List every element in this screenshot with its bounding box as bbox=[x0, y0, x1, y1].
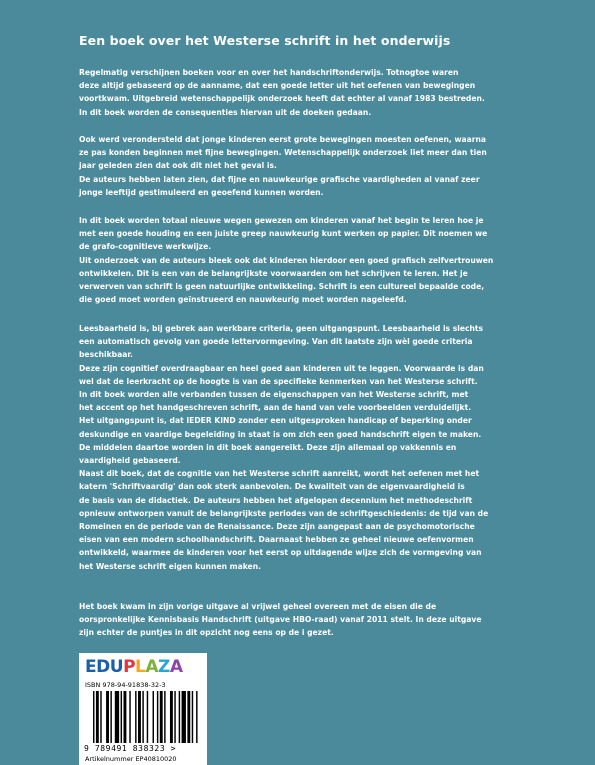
logo-letter: L bbox=[135, 657, 146, 677]
text-line: die goed moet worden geïnstrueerd en nauwkeurig moet worden nageleefd. bbox=[79, 295, 407, 305]
paragraph-2 bbox=[79, 133, 539, 199]
paragraph-3 bbox=[79, 214, 539, 306]
text-line: de basis van de didactiek. De auteurs hebben het afgelopen decennium het methodeschrift bbox=[79, 495, 473, 505]
text-line: Deze zijn cognitief overdraagbaar en heel goed aan kinderen uit te leggen. Voorwaarde is dan bbox=[79, 363, 484, 373]
text-line: De middelen daartoe worden in dit boek aangereikt. Deze zijn allemaal op vakkennis en bbox=[79, 442, 457, 452]
text-line: vaardigheid gebaseerd. bbox=[79, 456, 181, 466]
logo-letter: D bbox=[96, 657, 110, 677]
text-line: eisen van een modern schoolhandschrift. Daarnaast hebben ze geheel nieuwe oefenvormen bbox=[79, 535, 474, 545]
text-line: ontwikkeld, waarmee de kinderen voor het eerst op uitdagende wijze zich de vormgeving van bbox=[79, 548, 482, 558]
text-line: Romeinen en de periode van de Renaissance. Deze zijn aangepast aan de psychomotorische bbox=[79, 522, 475, 532]
text-line: het Westerse schrift eigen kunnen maken. bbox=[79, 561, 261, 571]
logo-letter: A bbox=[169, 657, 183, 677]
text-line: jaar geleden zien dat ook dit niet het geval is. bbox=[79, 161, 277, 171]
text-line: Het uitgangspunt is, dat IEDER KIND zonder een uitgesproken handicap of beperking onder bbox=[79, 416, 472, 426]
logo-letter: Z bbox=[158, 657, 170, 677]
text-line: zijn echter de puntjes in dit opzicht nog eens op de i gezet. bbox=[79, 628, 334, 638]
barcode-digits: 9 789491 838323 > bbox=[84, 744, 177, 753]
text-line: de grafo-cognitieve werkwijze. bbox=[79, 242, 212, 252]
logo-letter: E bbox=[85, 657, 97, 677]
paragraph-5 bbox=[79, 600, 539, 640]
text-line: In dit boek worden de consequenties hiervan uit de doeken gedaan. bbox=[79, 107, 372, 117]
text-line: ze pas konden beginnen met fijne bewegingen. Wetenschappelijk onderzoek liet meer dan tien bbox=[79, 148, 487, 158]
isbn-text: ISBN 978-94-91838-32-3 bbox=[85, 681, 166, 689]
paragraph-1 bbox=[79, 66, 539, 119]
text-line: De auteurs hebben laten zien, dat fijne en nauwkeurige grafische vaardigheden al vanaf zeer bbox=[79, 174, 480, 184]
article-number: Artikelnummer EP40810020 bbox=[85, 755, 177, 763]
paragraph-4 bbox=[79, 322, 539, 573]
text-line: met een goede houding en een juiste greep nauwkeurig kunt werken op papier. Dit noemen we bbox=[79, 229, 488, 239]
page-title: Een boek over het Westerse schrift in het onderwijs bbox=[79, 33, 451, 48]
text-line: Het boek kwam in zijn vorige uitgave al vrijwel geheel overeen met de eisen die de bbox=[79, 602, 437, 611]
text-line: beschikbaar. bbox=[79, 350, 133, 360]
barcode-bars bbox=[93, 691, 199, 743]
text-line: opnieuw ontworpen vanuit de belangrijkste periodes van de schriftgeschiedenis: de tijd van de bbox=[79, 508, 489, 518]
logo-letter: P bbox=[123, 657, 136, 677]
text-line: Uit onderzoek van de auteurs bleek ook dat kinderen hierdoor een goed grafisch zelfvertrouwen bbox=[79, 255, 494, 265]
logo-letter: A bbox=[145, 657, 159, 677]
barcode-label bbox=[79, 653, 207, 765]
text-line: ontwikkelen. Dit is een van de belangrijkste voorwaarden om het schrijven te leren. Het je bbox=[79, 268, 468, 278]
text-line: Ook werd verondersteld dat jonge kinderen eerst grote bewegingen moesten oefenen, waarna bbox=[79, 135, 486, 144]
text-line: Leesbaarheid is, bij gebrek aan werkbare criteria, geen uitgangspunt. Leesbaarheid is slechts bbox=[79, 324, 484, 333]
text-line: Naast dit boek, dat de cognitie van het Westerse schrift aanreikt, wordt het oefenen met het bbox=[79, 469, 480, 479]
text-line: Regelmatig verschijnen boeken voor en over het handschriftonderwijs. Totnogtoe waren bbox=[79, 68, 459, 77]
text-line: deze altijd gebaseerd op de aanname, dat een goede letter uit het oefenen van bewegingen bbox=[79, 81, 476, 91]
text-line: oorspronkelijke Kennisbasis Handschrift (uitgave HBO-raad) vanaf 2011 stelt. In deze uitgave bbox=[79, 615, 482, 625]
text-line: In dit boek worden alle verbanden tussen de eigenschappen van het Westerse schrift, met bbox=[79, 390, 469, 400]
text-line: In dit boek worden totaal nieuwe wegen gewezen om kinderen vanaf het begin te leren hoe je bbox=[79, 216, 484, 225]
text-line: deskundige en vaardige begeleiding in staat is om zich een goed handschrift eigen te maken. bbox=[79, 429, 482, 439]
logo-letter: U bbox=[109, 657, 124, 677]
text-line: wel dat de leerkracht op de hoogte is van de specifieke kenmerken van het Westerse schrift. bbox=[79, 376, 478, 386]
eduplaza-logo bbox=[85, 657, 183, 677]
text-line: katern 'Schriftvaardig' dan ook sterk aanbevolen. De kwaliteit van de eigenvaardigheid is bbox=[79, 482, 465, 492]
text-line: verwerven van schrift is geen natuurlijke ontwikkeling. Schrift is een cultureel bepaalde code, bbox=[79, 282, 485, 292]
text-line: jonge leeftijd gestimuleerd en geoefend kunnen worden. bbox=[79, 187, 324, 197]
text-line: voortkwam. Uitgebreid wetenschappelijk onderzoek heeft dat echter al vanaf 1983 bestreden. bbox=[79, 94, 485, 104]
text-line: het accent op het handgeschreven schrift, aan de hand van vele voorbeelden verduidelijkt. bbox=[79, 403, 472, 413]
text-line: een automatisch gevolg van goede lettervormgeving. Van dit laatste zijn wèl goede criteria bbox=[79, 337, 473, 347]
